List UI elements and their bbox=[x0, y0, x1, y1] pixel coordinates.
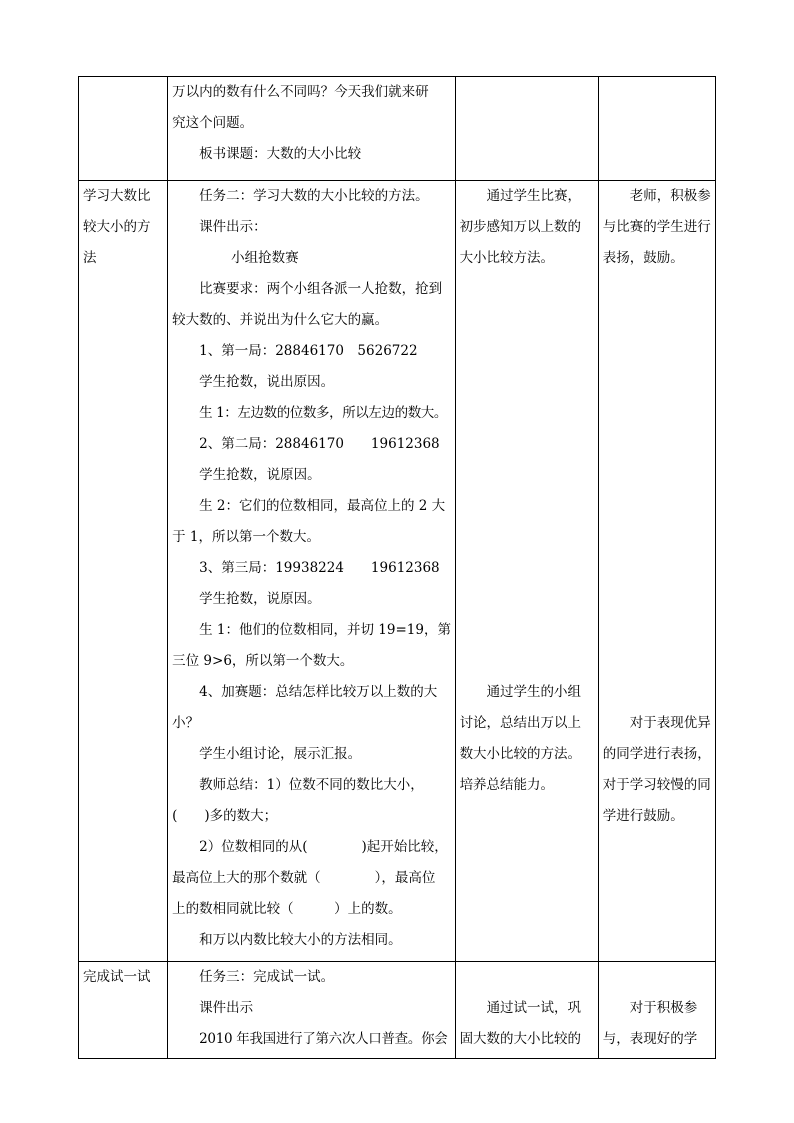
content-line: 最高位上大的那个数就（ ），最高位 bbox=[172, 870, 436, 886]
spacer bbox=[460, 274, 594, 677]
intent-cell bbox=[455, 77, 598, 181]
content-line: ( )多的数大； bbox=[172, 808, 278, 824]
content-line: 小组抢数赛 bbox=[231, 250, 299, 266]
content-line: 任务三：完成试一试。 bbox=[199, 969, 335, 985]
table-row bbox=[79, 962, 716, 1059]
content-line: 板书课题：大数的大小比较 bbox=[199, 146, 362, 162]
content-cell bbox=[168, 962, 455, 1059]
content-line: 3、第三局：19938224 19612368 bbox=[199, 560, 440, 576]
evaluation-text: 对于表现优异的同学进行表扬，对于学习较慢的同学进行鼓励。 bbox=[602, 715, 711, 824]
table-row bbox=[79, 77, 716, 181]
stage-text: 学习大数比较大小的方法 bbox=[83, 188, 151, 266]
evaluation-text: 对于积极参与，表现好的学 bbox=[602, 1000, 698, 1047]
content-line: 生 1：左边数的位数多，所以左边的数大。 bbox=[199, 405, 448, 421]
content-line: 比赛要求：两个小组各派一人抢数，抢到 bbox=[199, 281, 443, 297]
intent-text: 通过试一试，巩固大数的大小比较的 bbox=[459, 1000, 582, 1047]
intent-text: 通过学生比赛，初步感知万以上数的大小比较方法。 bbox=[459, 188, 582, 266]
stage-cell bbox=[79, 77, 168, 181]
content-line: 学生抢数，说原因。 bbox=[199, 467, 321, 483]
stage-cell bbox=[79, 962, 168, 1059]
intent-cell bbox=[455, 181, 598, 962]
content-line: 课件出示： bbox=[199, 219, 267, 235]
content-line: 1、第一局：28846170 5626722 bbox=[199, 343, 418, 359]
lesson-plan-table bbox=[78, 76, 716, 1059]
content-line: 2）位数相同的从( )起开始比较， bbox=[199, 839, 448, 855]
content-line: 生 2：它们的位数相同，最高位上的 2 大 bbox=[199, 498, 446, 514]
content-line: 4、加赛题：总结怎样比较万以上数的大 bbox=[199, 684, 438, 700]
stage-text: 完成试一试 bbox=[83, 969, 151, 985]
content-line: 学生抢数，说出原因。 bbox=[199, 374, 335, 390]
table-row bbox=[79, 181, 716, 962]
spacer bbox=[603, 962, 711, 993]
content-line: 和万以内数比较大小的方法相同。 bbox=[199, 932, 402, 948]
intent-text: 通过学生的小组讨论，总结出万以上数大小比较的方法。培养总结能力。 bbox=[459, 684, 582, 793]
content-line: 万以内的数有什么不同吗？今天我们就来研 bbox=[172, 84, 429, 100]
content-line: 2010 年我国进行了第六次人口普查。你会 bbox=[199, 1031, 448, 1047]
content-line: 小？ bbox=[172, 715, 200, 731]
content-line: 于 1，所以第一个数大。 bbox=[172, 529, 321, 545]
evaluation-cell bbox=[598, 962, 715, 1059]
content-line: 较大数的、并说出为什么它大的赢。 bbox=[172, 312, 389, 328]
content-line: 究这个问题。 bbox=[172, 115, 254, 131]
content-line: 生 1：他们的位数相同，并切 19=19，第 bbox=[199, 622, 451, 638]
content-line: 上的数相同就比较（ ）上的数。 bbox=[172, 901, 402, 917]
evaluation-text: 老师，积极参与比赛的学生进行表扬，鼓励。 bbox=[602, 188, 711, 266]
content-line: 2、第二局：28846170 19612368 bbox=[199, 436, 440, 452]
spacer bbox=[603, 274, 711, 708]
content-cell bbox=[168, 77, 455, 181]
content-line: 任务二：学习大数的大小比较的方法。 bbox=[199, 188, 429, 204]
spacer bbox=[460, 962, 594, 993]
content-line: 三位 9>6，所以第一个数大。 bbox=[172, 653, 354, 669]
intent-cell bbox=[455, 962, 598, 1059]
content-line: 教师总结：1）位数不同的数比大小， bbox=[199, 777, 424, 793]
content-line: 课件出示 bbox=[199, 1000, 254, 1016]
stage-cell bbox=[79, 181, 168, 962]
evaluation-cell bbox=[598, 77, 715, 181]
content-cell bbox=[168, 181, 455, 962]
content-line: 学生抢数，说原因。 bbox=[199, 591, 321, 607]
evaluation-cell bbox=[598, 181, 715, 962]
content-line: 学生小组讨论，展示汇报。 bbox=[199, 746, 362, 762]
